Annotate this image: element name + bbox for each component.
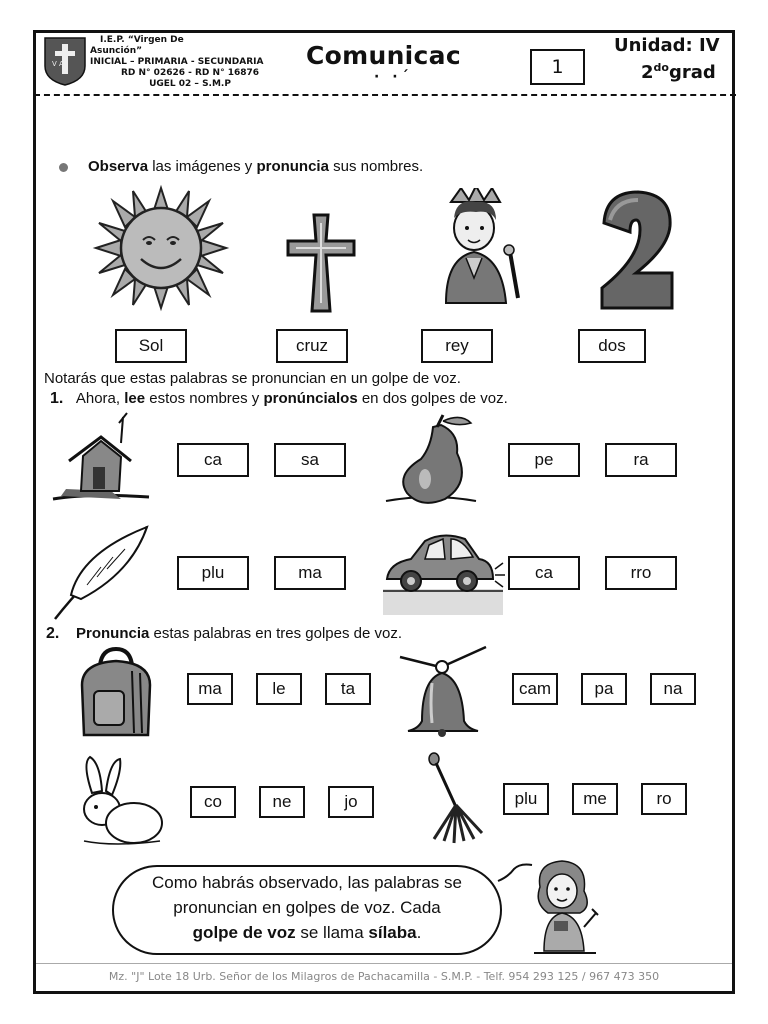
subject-title: Comunicac — [306, 41, 461, 70]
syllable-box-pe: pe — [508, 443, 580, 477]
intro-instruction: Observa las imágenes y pronuncia sus nombres. — [88, 158, 424, 175]
sheet-number: 1 — [530, 49, 585, 85]
word-box-cruz: cruz — [276, 329, 348, 363]
syllable-box-sa: sa — [274, 443, 346, 477]
duster-picture — [426, 751, 486, 850]
subject-title-cut: · ·´ — [374, 69, 413, 85]
grade-label: $2^{do}grad$ — [641, 61, 716, 83]
exercise-2-instruction: 2. Pronuncia estas palabras en tres golpes de voz. — [46, 625, 403, 642]
worksheet-page — [33, 30, 735, 994]
school-ugel: UGEL 02 – S.M.P — [149, 79, 231, 89]
syllable-box-ro: ro — [641, 783, 687, 815]
syllable-box-cam: cam — [512, 673, 558, 705]
syllable-box-ma: ma — [274, 556, 346, 590]
bubble-line-2: pronuncian en golpes de voz. Cada — [173, 898, 441, 917]
syllable-box-pa: pa — [581, 673, 627, 705]
syllable-box-me: me — [572, 783, 618, 815]
pear-picture — [381, 413, 481, 512]
syllable-box-ca-2: ca — [508, 556, 580, 590]
bubble-line-1: Como habrás observado, las palabras se — [152, 873, 462, 892]
school-name-line2: Asunción” — [90, 46, 143, 56]
speech-bubble — [112, 865, 502, 955]
logo-lettering: V A — [52, 60, 64, 68]
rabbit-picture — [74, 753, 164, 852]
header-top-line — [36, 30, 296, 32]
footer-divider — [36, 963, 732, 964]
syllable-box-na: na — [650, 673, 696, 705]
school-rd: RD N° 02626 - RD N° 16876 — [120, 68, 260, 78]
word-box-dos: dos — [578, 329, 646, 363]
house-picture — [51, 411, 151, 510]
syllable-box-co: co — [190, 786, 236, 818]
bubble-line-3: golpe de voz se llama sílaba. — [192, 923, 422, 942]
bell-picture — [396, 643, 491, 742]
syllable-box-ra: ra — [605, 443, 677, 477]
syllable-box-le: le — [256, 673, 302, 705]
bullet-icon — [59, 163, 68, 172]
word-box-rey: rey — [421, 329, 493, 363]
header-divider — [34, 94, 736, 96]
syllable-box-jo: jo — [328, 786, 374, 818]
school-info — [90, 35, 290, 90]
school-name-line1: I.E.P. “Virgen De — [100, 35, 184, 45]
car-picture — [381, 523, 506, 622]
backpack-picture — [76, 645, 156, 744]
cross-picture — [286, 213, 356, 317]
school-levels: INICIAL – PRIMARIA - SECUNDARIA — [90, 57, 264, 67]
footer-address: Mz. "J" Lote 18 Urb. Señor de los Milagros de Pachacamilla - S.M.P. - Telf. 954 293 125 / 967 473 350 — [108, 970, 660, 983]
syllable-box-ca: ca — [177, 443, 249, 477]
sun-picture — [91, 183, 231, 317]
word-box-sol: Sol — [115, 329, 187, 363]
syllable-box-ma-2: ma — [187, 673, 233, 705]
syllable-box-ne: ne — [259, 786, 305, 818]
school-logo — [43, 36, 87, 86]
syllable-box-ta: ta — [325, 673, 371, 705]
unit-label: Unidad: IV — [614, 35, 720, 56]
syllable-box-plu-2: plu — [503, 783, 549, 815]
exercise-1-instruction: 1. Ahora, lee estos nombres y pronúncialos en dos golpes de voz. — [50, 390, 508, 407]
feather-picture — [51, 523, 151, 627]
syllable-box-plu: plu — [177, 556, 249, 590]
king-picture — [436, 188, 531, 310]
note-text: Notarás que estas palabras se pronuncian en un golpe de voz. — [44, 370, 461, 387]
syllable-box-rro: rro — [605, 556, 677, 590]
number-two-picture — [596, 188, 676, 317]
girl-picture — [526, 857, 606, 961]
